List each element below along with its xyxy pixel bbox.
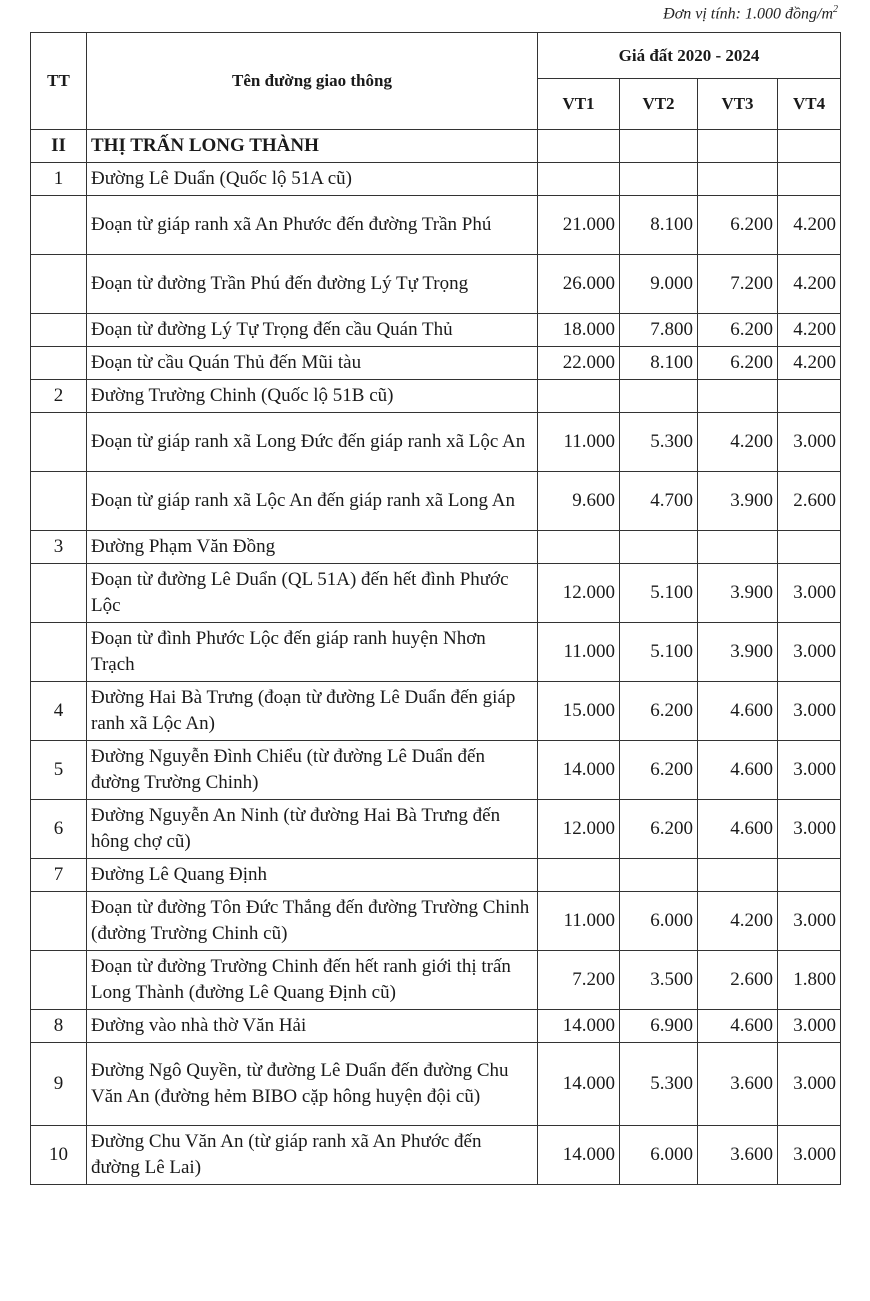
row-number: [31, 951, 87, 1010]
table-row: [31, 196, 841, 255]
price-vt3: 3.600: [698, 1126, 778, 1185]
street-name: Đường Nguyễn An Ninh (từ đường Hai Bà Trưng đến hông chợ cũ): [87, 800, 538, 859]
table-body: [31, 130, 841, 1185]
price-vt1: 11.000: [538, 413, 620, 472]
price-vt2: 6.200: [620, 741, 698, 800]
price-vt3: 3.900: [698, 472, 778, 531]
price-vt2: 5.300: [620, 1043, 698, 1126]
price-vt4: 3.000: [778, 892, 841, 951]
price-vt3: 4.600: [698, 1010, 778, 1043]
price-vt1: 26.000: [538, 255, 620, 314]
price-vt4: 4.200: [778, 196, 841, 255]
header-vt2: VT2: [620, 79, 698, 130]
price-vt2: 8.100: [620, 347, 698, 380]
row-number: [31, 347, 87, 380]
price-vt1: 11.000: [538, 623, 620, 682]
price-vt2: 3.500: [620, 951, 698, 1010]
header-vt1: VT1: [538, 79, 620, 130]
header-vt3: VT3: [698, 79, 778, 130]
street-name: Đoạn từ đường Tôn Đức Thắng đến đường Trường Chinh (đường Trường Chinh cũ): [87, 892, 538, 951]
row-number: 7: [31, 859, 87, 892]
price-vt3: 3.900: [698, 623, 778, 682]
row-number: 6: [31, 800, 87, 859]
price-vt4: [778, 380, 841, 413]
table-row: [31, 314, 841, 347]
price-vt4: 2.600: [778, 472, 841, 531]
price-vt2: [620, 531, 698, 564]
price-vt2: 7.800: [620, 314, 698, 347]
street-name: Đường Nguyễn Đình Chiểu (từ đường Lê Duẩn đến đường Trường Chinh): [87, 741, 538, 800]
street-name: Đoạn từ giáp ranh xã An Phước đến đường Trần Phú: [87, 196, 538, 255]
street-name: Đoạn từ đường Trường Chinh đến hết ranh giới thị trấn Long Thành (đường Lê Quang Định cũ): [87, 951, 538, 1010]
price-vt3: 4.200: [698, 413, 778, 472]
street-name: Đường vào nhà thờ Văn Hải: [87, 1010, 538, 1043]
header-street-name: Tên đường giao thông: [87, 33, 538, 130]
row-number: 2: [31, 380, 87, 413]
price-vt4: 4.200: [778, 347, 841, 380]
price-vt3: 4.600: [698, 741, 778, 800]
price-vt4: 4.200: [778, 314, 841, 347]
table-row: [31, 347, 841, 380]
price-vt1: 9.600: [538, 472, 620, 531]
price-vt1: 22.000: [538, 347, 620, 380]
price-vt2: [620, 380, 698, 413]
price-vt2: [620, 859, 698, 892]
price-vt3: [698, 380, 778, 413]
price-vt1: 7.200: [538, 951, 620, 1010]
price-vt2: [620, 130, 698, 163]
street-name: Đoạn từ giáp ranh xã Long Đức đến giáp ranh xã Lộc An: [87, 413, 538, 472]
section-row: [31, 130, 841, 163]
street-name: Đoạn từ đường Lê Duẩn (QL 51A) đến hết đình Phước Lộc: [87, 564, 538, 623]
price-vt3: 7.200: [698, 255, 778, 314]
price-vt2: [620, 163, 698, 196]
price-vt3: 4.200: [698, 892, 778, 951]
price-vt4: 3.000: [778, 1126, 841, 1185]
price-vt4: [778, 163, 841, 196]
unit-superscript: 2: [833, 4, 838, 15]
price-vt4: 3.000: [778, 1010, 841, 1043]
price-vt1: [538, 130, 620, 163]
table-row: [31, 951, 841, 1010]
table-row: [31, 163, 841, 196]
street-name: THỊ TRẤN LONG THÀNH: [87, 130, 538, 163]
price-vt1: 15.000: [538, 682, 620, 741]
price-vt4: 3.000: [778, 623, 841, 682]
price-vt1: 11.000: [538, 892, 620, 951]
price-vt1: 12.000: [538, 564, 620, 623]
header-vt4: VT4: [778, 79, 841, 130]
price-vt1: 14.000: [538, 1043, 620, 1126]
price-vt2: 6.900: [620, 1010, 698, 1043]
price-vt2: 5.100: [620, 564, 698, 623]
row-number: 9: [31, 1043, 87, 1126]
price-vt1: [538, 531, 620, 564]
price-vt1: [538, 163, 620, 196]
price-vt3: [698, 531, 778, 564]
price-vt2: 5.300: [620, 413, 698, 472]
price-vt4: 1.800: [778, 951, 841, 1010]
price-vt2: 6.000: [620, 892, 698, 951]
table-row: [31, 682, 841, 741]
table-row: [31, 623, 841, 682]
price-vt4: [778, 531, 841, 564]
price-vt3: 2.600: [698, 951, 778, 1010]
street-name: Đoạn từ đường Lý Tự Trọng đến cầu Quán Thủ: [87, 314, 538, 347]
price-vt3: 3.900: [698, 564, 778, 623]
price-vt4: 3.000: [778, 800, 841, 859]
street-name: Đoạn từ cầu Quán Thủ đến Mũi tàu: [87, 347, 538, 380]
price-vt2: 8.100: [620, 196, 698, 255]
price-vt4: 3.000: [778, 413, 841, 472]
table-row: [31, 859, 841, 892]
header-tt: TT: [31, 33, 87, 130]
price-vt2: 6.000: [620, 1126, 698, 1185]
table-row: [31, 380, 841, 413]
price-vt1: [538, 380, 620, 413]
price-vt3: 6.200: [698, 347, 778, 380]
row-number: 4: [31, 682, 87, 741]
table-row: [31, 892, 841, 951]
street-name: Đường Phạm Văn Đồng: [87, 531, 538, 564]
price-vt1: 18.000: [538, 314, 620, 347]
street-name: Đoạn từ đường Trần Phú đến đường Lý Tự Trọng: [87, 255, 538, 314]
price-vt1: 21.000: [538, 196, 620, 255]
table-row: [31, 741, 841, 800]
unit-label: Đơn vị tính: 1.000 đồng/m: [663, 5, 833, 23]
price-vt4: 3.000: [778, 741, 841, 800]
price-vt4: [778, 130, 841, 163]
price-vt1: [538, 859, 620, 892]
row-number: [31, 196, 87, 255]
price-vt4: 3.000: [778, 1043, 841, 1126]
street-name: Đoạn từ giáp ranh xã Lộc An đến giáp ranh xã Long An: [87, 472, 538, 531]
street-name: Đường Lê Duẩn (Quốc lộ 51A cũ): [87, 163, 538, 196]
row-number: [31, 564, 87, 623]
price-vt4: [778, 859, 841, 892]
price-vt3: [698, 163, 778, 196]
row-number: 8: [31, 1010, 87, 1043]
row-number: 3: [31, 531, 87, 564]
price-vt4: 3.000: [778, 682, 841, 741]
table-row: [31, 413, 841, 472]
row-number: [31, 892, 87, 951]
table-row: [31, 472, 841, 531]
price-vt3: 4.600: [698, 800, 778, 859]
price-vt1: 14.000: [538, 1126, 620, 1185]
street-name: Đường Chu Văn An (từ giáp ranh xã An Phước đến đường Lê Lai): [87, 1126, 538, 1185]
price-vt4: 4.200: [778, 255, 841, 314]
price-vt3: 3.600: [698, 1043, 778, 1126]
header-price-group: Giá đất 2020 - 2024: [538, 33, 841, 79]
table-row: [31, 564, 841, 623]
street-name: Đường Trường Chinh (Quốc lộ 51B cũ): [87, 380, 538, 413]
price-vt2: 9.000: [620, 255, 698, 314]
row-number: 10: [31, 1126, 87, 1185]
price-vt2: 4.700: [620, 472, 698, 531]
price-vt2: 6.200: [620, 800, 698, 859]
row-number: [31, 413, 87, 472]
row-number: II: [31, 130, 87, 163]
row-number: 1: [31, 163, 87, 196]
street-name: Đường Hai Bà Trưng (đoạn từ đường Lê Duẩn đến giáp ranh xã Lộc An): [87, 682, 538, 741]
price-vt3: [698, 130, 778, 163]
street-name: Đường Lê Quang Định: [87, 859, 538, 892]
table-row: [31, 800, 841, 859]
street-name: Đoạn từ đình Phước Lộc đến giáp ranh huyện Nhơn Trạch: [87, 623, 538, 682]
row-number: [31, 255, 87, 314]
row-number: [31, 623, 87, 682]
price-vt1: 14.000: [538, 1010, 620, 1043]
header-row-top: [31, 33, 841, 79]
table-row: [31, 255, 841, 314]
row-number: [31, 314, 87, 347]
price-vt1: 12.000: [538, 800, 620, 859]
row-number: [31, 472, 87, 531]
price-vt3: 4.600: [698, 682, 778, 741]
price-vt1: 14.000: [538, 741, 620, 800]
table-row: [31, 1126, 841, 1185]
price-vt3: [698, 859, 778, 892]
land-price-table: [30, 32, 841, 1185]
price-vt3: 6.200: [698, 314, 778, 347]
price-vt4: 3.000: [778, 564, 841, 623]
row-number: 5: [31, 741, 87, 800]
price-vt2: 5.100: [620, 623, 698, 682]
price-vt3: 6.200: [698, 196, 778, 255]
unit-note: [663, 4, 838, 23]
table-row: [31, 1010, 841, 1043]
table-row: [31, 531, 841, 564]
street-name: Đường Ngô Quyền, từ đường Lê Duẩn đến đường Chu Văn An (đường hẻm BIBO cặp hông huyện đội cũ): [87, 1043, 538, 1126]
table-row: [31, 1043, 841, 1126]
price-vt2: 6.200: [620, 682, 698, 741]
